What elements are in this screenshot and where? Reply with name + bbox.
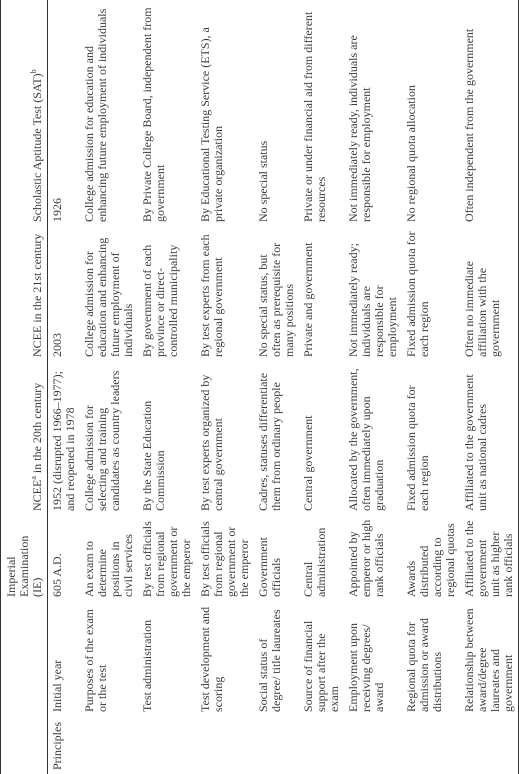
header-empty-2 <box>1 601 48 716</box>
row-label: Regional quota for admission or award distributions <box>404 618 444 712</box>
footnote-a: a <box>29 476 38 480</box>
section-spacer <box>344 716 402 774</box>
cell-ncee20: By the State Education Commission <box>140 400 167 511</box>
header-ncee-21st: NCEE in the 21st century <box>30 233 44 357</box>
cell-ncee20: Fixed admission quota for each region <box>404 385 431 511</box>
header-sat <box>1 0 48 226</box>
cell-sat: Not immediately ready, individuals are responsible for employment <box>346 35 373 222</box>
cell-sat: No regional quota allocation <box>404 85 418 222</box>
cell-ncee21: No special status, but often as prerequisite for many positions <box>256 242 296 357</box>
table-row <box>460 0 519 774</box>
table-row <box>254 0 299 774</box>
cell-ncee20: Allocated by the government, often immediately upon graduation <box>346 368 386 511</box>
row-label: Initial year <box>50 659 64 712</box>
row-label: Source of financial support after the exam <box>301 620 341 712</box>
cell-ie: 605 A.D. <box>50 553 64 597</box>
header-row <box>1 0 48 774</box>
cell-ncee20: 1952 (disrupted 1966–1977); and reopened in 1978 <box>50 371 77 511</box>
cell-sat: By Private College Board, independent from government <box>140 7 167 222</box>
row-label: Employment upon receiving degrees/ award <box>346 623 386 712</box>
row-label: Purposes of the exam or the test <box>82 609 109 712</box>
header-ncee-20th-rest: in the 20th century <box>30 382 44 477</box>
header-ncee-20th <box>1 361 48 515</box>
footnote-b: b <box>29 69 38 74</box>
cell-sat: Often independent from the government <box>462 28 476 222</box>
cell-ncee20: College admission for selecting and training candidates as country leaders <box>82 370 122 511</box>
table-row <box>48 0 81 774</box>
header-empty-1 <box>1 716 48 774</box>
cell-sat: College admission for education and enhancing future employment of individuals <box>82 8 109 222</box>
header-sat-label: Scholastic Aptitude Test (SAT) <box>30 73 44 222</box>
cell-ncee21: Often no immediate affiliation with the government <box>462 261 502 357</box>
cell-ie: Government officials <box>256 537 283 597</box>
cell-ncee21: 2003 <box>50 333 64 357</box>
cell-ncee20: By test experts organized by central government <box>198 374 225 511</box>
section-label: Principles <box>50 722 64 770</box>
table-row <box>344 0 402 774</box>
cell-ie: An exam to determine positions in civil services <box>82 534 135 597</box>
cell-ie: By test officials from regional government or the emperor <box>198 521 251 597</box>
cell-ncee21: By government of each province or direct-controlled municipality <box>140 244 180 357</box>
cell-sat: By Educational Testing Service (ETS), a private organization <box>198 27 225 222</box>
row-label: Test development and scoring <box>198 606 225 712</box>
header-ncee-20th-label: NCEE <box>30 479 44 511</box>
cell-ie: Affiliated to the government unit as higher rank officials <box>462 520 515 597</box>
cell-ie: Central administration <box>301 527 328 597</box>
row-label: Relationship between award/degree laureates and government <box>462 608 515 712</box>
cell-ie: By test officials from regional government or the emperor <box>140 521 193 597</box>
table-row <box>402 0 460 774</box>
cell-ncee21: College admission for education and enhancing future employment of individuals <box>82 237 135 357</box>
cell-ie: Awards distributed according to regional quotas <box>404 523 457 597</box>
cell-sat: 1926 <box>50 198 64 222</box>
section-spacer <box>196 716 254 774</box>
section-spacer <box>80 716 138 774</box>
cell-ncee20: Cadres, statuses differentiate them from ordinary people <box>256 372 283 511</box>
cell-ncee21: Private and government <box>301 242 315 357</box>
table-row <box>299 0 344 774</box>
row-label: Social status of degree/ title laureates <box>256 609 283 712</box>
cell-sat: No special status <box>256 140 270 222</box>
section-spacer <box>254 716 299 774</box>
section-spacer <box>460 716 519 774</box>
cell-ncee20: Affiliated to the government unit as national cadres <box>462 374 489 511</box>
row-label: Test administration <box>140 619 154 712</box>
cell-ncee21: Not immediately ready; individuals are responsible for employment <box>346 243 399 357</box>
cell-ncee21: By test experts from each regional government <box>198 234 225 357</box>
cell-ncee21: Fixed admission quota for each region <box>404 231 431 357</box>
section-spacer <box>299 716 344 774</box>
header-ie: Imperial Examination (IE) <box>4 535 44 597</box>
cell-sat: Private or under financial aid from different resources <box>301 11 328 222</box>
section-spacer <box>402 716 460 774</box>
table-row <box>138 0 196 774</box>
table-row <box>80 0 138 774</box>
cell-ie: Appointed by emperor or high rank officials <box>346 519 386 597</box>
section-spacer <box>138 716 196 774</box>
cell-ncee20: Central government <box>301 415 315 511</box>
table-body <box>48 0 519 774</box>
table-row <box>196 0 254 774</box>
